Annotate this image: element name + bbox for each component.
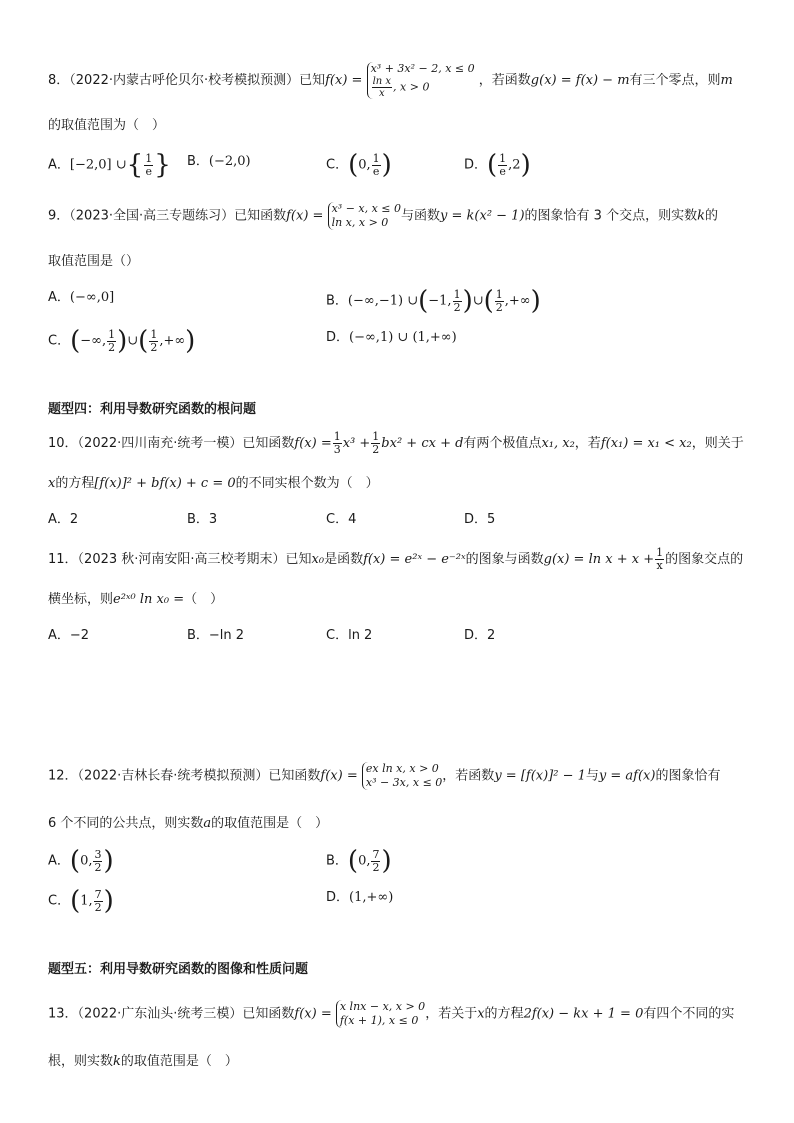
q9-stem: 9．（2023·全国·高三专题练习）已知函数f(x) = x³ − x, x ≤ 0 ln x, x > 0 与函数y = k(x² − 1)的图象恰有 3 个交点，则实数k的 — [48, 200, 750, 233]
q11-option-b[interactable]: B．−ln 2 — [187, 628, 245, 643]
section-heading-4: 题型四：利用导数研究函数的根问题 — [48, 402, 257, 417]
q12-option-a[interactable]: A．(0, $\frac{3}{2}$ ) — [48, 846, 114, 876]
q10-stem: 10．（2022·四川南充·统考一模）已知函数f(x) = $\frac{1}{3}$ x³ + $\frac{1}{2}$ bx² + cx + d有两个极值点x₁, x₂，若f(x₁) = x₁ < x₂，则关于 — [48, 430, 744, 456]
q8-stem: 8．（2022·内蒙古呼伦贝尔·校考模拟预测）已知f(x) = x³ + 3x² − 2, x ≤ 0 $\frac{\text{ln x}}{x}$ , x > 0 ，若函数g(x) = f(x) − m有三个零点，则m — [48, 62, 733, 99]
q10-option-a[interactable]: A．2 — [48, 512, 79, 527]
q9-option-b[interactable]: B．(−∞,−1) ∪(−1, $\frac{1}{2}$ )∪( $\frac{1}{2}$ ,+∞) — [326, 286, 541, 316]
q8-option-d[interactable]: D．( $\frac{1}{e}$ ,2) — [464, 150, 531, 180]
q13-stem: 13．（2022·广东汕头·统考三模）已知函数f(x) = x lnx − x, x > 0 f(x + 1), x ≤ 0 ，若关于x的方程2f(x) − kx + 1 = 0有四个不同的实 — [48, 998, 750, 1031]
q9-option-c[interactable]: C．(−∞, $\frac{1}{2}$ )∪( $\frac{1}{2}$ ,+∞) — [48, 326, 196, 356]
q12-stem-line2: 6 个不同的公共点，则实数a的取值范围是（ ） — [48, 816, 329, 831]
q11-option-d[interactable]: D．2 — [464, 628, 496, 643]
q9-piecewise: x³ − x, x ≤ 0 ln x, x > 0 — [328, 200, 401, 232]
q11-option-c[interactable]: C．ln 2 — [326, 628, 373, 643]
q8-option-b[interactable]: B．(−2,0) — [187, 154, 251, 169]
q8-option-c[interactable]: C．(0, $\frac{1}{e}$ ) — [326, 150, 392, 180]
q8-option-a[interactable]: A．[−2,0] ∪{ $\frac{1}{e}$ } — [48, 150, 171, 180]
q12-stem: 12．（2022·吉林长春·统考模拟预测）已知函数f(x) = ex ln x, x > 0 x³ − 3x, x ≤ 0 ，若函数y = [f(x)]² − 1与y = af(x)的图象恰有 — [48, 760, 750, 793]
q12-option-b[interactable]: B．(0, $\frac{7}{2}$ ) — [326, 846, 392, 876]
q9-option-d[interactable]: D．(−∞,1) ∪ (1,+∞) — [326, 330, 457, 345]
q10-option-b[interactable]: B．3 — [187, 512, 218, 527]
q11-option-a[interactable]: A．−2 — [48, 628, 90, 643]
q8-piecewise: x³ + 3x² − 2, x ≤ 0 $\frac{\text{ln x}}{x}$ , x > 0 — [367, 62, 475, 99]
q12-option-d[interactable]: D．(1,+∞) — [326, 890, 394, 905]
q10-option-c[interactable]: C．4 — [326, 512, 357, 527]
q8-stem-line2: 的取值范围为（ ） — [48, 118, 166, 133]
q12-option-c[interactable]: C．(1, $\frac{7}{2}$ ) — [48, 886, 114, 916]
q13-piecewise: x lnx − x, x > 0 f(x + 1), x ≤ 0 — [336, 998, 425, 1030]
q13-stem-line2: 根，则实数k的取值范围是（ ） — [48, 1054, 238, 1069]
q12-piecewise: ex ln x, x > 0 x³ − 3x, x ≤ 0 — [362, 760, 442, 792]
q10-option-d[interactable]: D．5 — [464, 512, 496, 527]
q11-stem: 11．（2023 秋·河南安阳·高三校考期末）已知x₀是函数f(x) = e²ˣ − e⁻²ˣ的图象与函数g(x) = ln x + x + $\frac{1}{x}$ 的图象交点的 — [48, 546, 744, 572]
q11-stem-line2: 横坐标，则e²ˣ⁰ ln x₀ =（ ） — [48, 592, 224, 607]
q10-stem-line2: x的方程[f(x)]² + bf(x) + c = 0的不同实根个数为（ ） — [48, 476, 379, 491]
q9-option-a[interactable]: A．(−∞,0] — [48, 290, 115, 305]
section-heading-5: 题型五：利用导数研究函数的图像和性质问题 — [48, 962, 309, 977]
q9-stem-line2: 取值范围是（） — [48, 254, 140, 269]
